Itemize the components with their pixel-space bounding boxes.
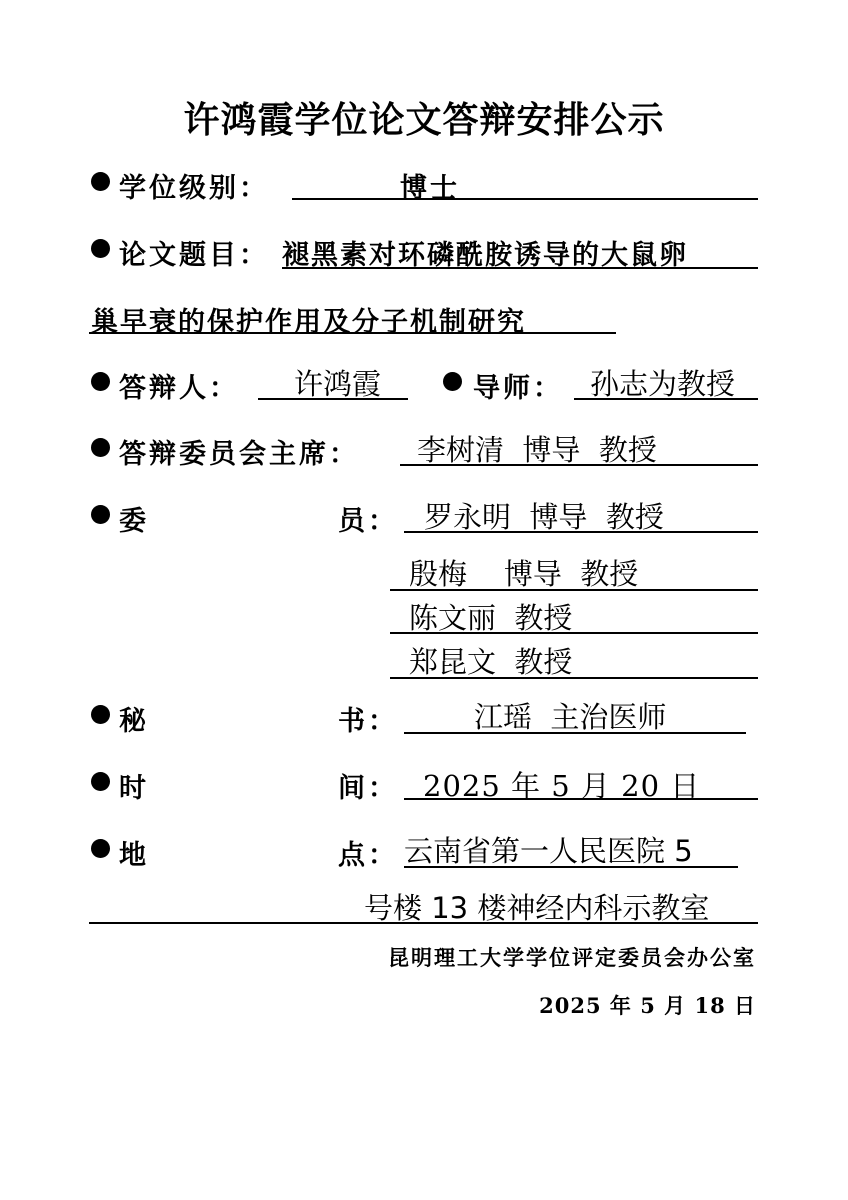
thesis-title-line2: 巢早衰的保护作用及分子机制研究 [91, 307, 526, 338]
bullet-icon [91, 839, 110, 858]
member-item: 陈文丽 教授 [409, 601, 573, 635]
member-underline [404, 531, 758, 533]
member-underline [390, 677, 758, 679]
thesis-label: 论文题目： [119, 240, 269, 271]
bullet-icon [91, 705, 110, 724]
thesis-underline-2 [89, 332, 616, 334]
defender-label: 答辩人： [119, 373, 239, 404]
advisor-value: 孙志为教授 [590, 367, 736, 401]
member-item: 郑昆文 教授 [409, 645, 573, 679]
member-item: 殷梅 博导 教授 [409, 557, 639, 591]
chair-value: 李树清 博导 教授 [417, 433, 657, 467]
defender-value: 许鸿霞 [294, 367, 382, 401]
secretary-value: 江瑶 主治医师 [474, 700, 667, 734]
place-value-line1: 云南省第一人民医院 5 [404, 834, 693, 868]
chair-label: 答辩委员会主席： [119, 439, 359, 470]
member-underline [390, 589, 758, 591]
time-underline [404, 798, 758, 800]
thesis-underline-1 [282, 267, 758, 269]
place-value-line2: 号楼 13 楼神经内科示教室 [364, 891, 710, 925]
place-label-a: 地 [119, 840, 149, 871]
bullet-icon [91, 438, 110, 457]
time-label-a: 时 [119, 773, 149, 804]
bullet-icon [91, 372, 110, 391]
time-value: 2025 年 5 月 20 日 [423, 769, 701, 803]
place-label-b: 点： [338, 840, 398, 871]
bullet-icon [91, 239, 110, 258]
degree-underline [292, 198, 758, 200]
secretary-label-b: 书： [338, 706, 398, 737]
bullet-icon [91, 772, 110, 791]
members-label-a: 委 [119, 506, 149, 537]
place-underline-1 [404, 866, 738, 868]
degree-value: 博士 [400, 173, 460, 204]
member-underline [390, 632, 758, 634]
thesis-title-line1: 褪黑素对环磷酰胺诱导的大鼠卵 [282, 240, 688, 271]
bullet-icon [443, 372, 462, 391]
defender-underline [258, 398, 408, 400]
secretary-underline [404, 732, 746, 734]
advisor-underline [574, 398, 758, 400]
member-item: 罗永明 博导 教授 [424, 500, 664, 534]
chair-underline [400, 464, 758, 466]
time-label-b: 间： [338, 773, 398, 804]
secretary-label-a: 秘 [119, 706, 149, 737]
bullet-icon [91, 505, 110, 524]
issuing-office: 昆明理工大学学位评定委员会办公室 [388, 945, 756, 970]
place-underline-2 [89, 922, 758, 924]
degree-label: 学位级别： [119, 173, 269, 204]
page-title: 许鸿霞学位论文答辩安排公示 [183, 99, 665, 141]
members-label-b: 员： [338, 506, 398, 537]
issue-date: 2025 年 5 月 18 日 [539, 993, 756, 1018]
bullet-icon [91, 172, 110, 191]
advisor-label: 导师： [473, 373, 563, 404]
